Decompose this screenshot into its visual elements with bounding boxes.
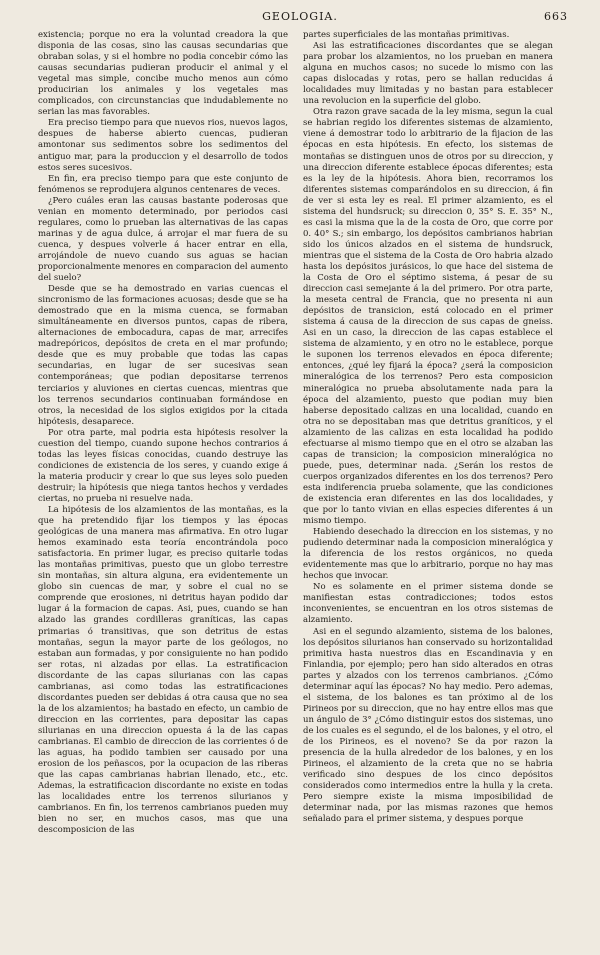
paragraph: La hipótesis de los alzamientos de las montañas, es la que ha pretendido fijar los tiempos y las épocas geológicas de una manera mas afirmativa. En otro lugar hemos examinado esta teoría encontrándola poco satisfactoria. En primer lugar, es preciso quitarle todas las montañas primitivas, puesto que un globo terrestre sin montañas, sin altura alguna, era evidentemente un globo sin cuencas de mar, y sobre el cual no se comprende que erosiones, ni detritus hayan podido dar lugar á la formacion de capas. Asi, pues, cuando se han alzado las grandes cordilleras graníticas, las capas primarias ó transitivas, que son detritus de estas montañas, segun la mayor parte de los geólogos, no estaban aun formadas, y por consiguiente no han podido ser rotas, ni alzadas por ellas. La estratificacion discordante de las capas silurianas con las capas cambrianas, asi como todas las estratificaciones discordantes pueden ser debidas á otra causa que no sea la de los alzamientos; ha bastado en efecto, un cambio de direccion en las corrientes, para depositar las capas silurianas en una direccion opuesta á la de las capas cambrianas. El cambio de direccion de las corrientes ó de las aguas, ha podido tambien ser causado por una erosion de los peñascos, por la ocupacion de las riberas que las capas cambrianas habrian llenado, etc., etc. Ademas, la estratificacion discordante no existe en todas las localidades entre los terrenos silurianos y cambrianos. En fin, los terrenos cambrianos pueden muy bien no ser, en muchos casos, mas que una descomposicion de las xyxy=(38,505,288,836)
paragraph: Habiendo desechado la direccion en los sistemas, y no pudiendo determinar nada la composicion mineralógica y la diferencia de los restos orgánicos, no queda evidentemente mas que lo arbitrario, porque no hay mas hechos que invocar. xyxy=(303,527,553,582)
paragraph: ¿Pero cuáles eran las causas bastante poderosas que venian en momento determinado, por periodos casi regulares, como lo prueban las alternativas de las capas marinas y de agua dulce, á arrojar el mar fuera de su cuenca, y despues volverle á hacer entrar en ella, arrojándole de nuevo cuando sus aguas se hacian proporcionalmente menores en comparacion del aumento del suelo? xyxy=(38,195,288,284)
right-text-column xyxy=(303,30,553,940)
paragraph: Por otra parte, mal podria esta hipótesis resolver la cuestion del tiempo, cuando supone hechos contrarios á todas las leyes físicas conocidas, cuando destruye las condiciones de existencia de los seres, y cuando exige á la materia producir y crear lo que sus leyes solo pueden destruir; la hipótesis que niega tantos hechos y verdades ciertas, no prueba ni resuelve nada. xyxy=(38,427,288,504)
paragraph: Otra razon grave sacada de la ley misma, segun la cual se habrian regido los diferentes sistemas de alzamiento, viene á demostrar todo lo arbitrario de la fijacion de las épocas en esta hipótesis. En efecto, los sistemas de montañas se distinguen unos de otros por su direccion, y una direccion diferente establece épocas diferentes; esta es la ley de la hipótesis. Ahora bien, recorramos los diferentes sistemas comparándolos en su direccion, á fin de ver si esta ley es real. El primer alzamiento, es el sistema del hundsruck; su direccion 0, 35° S. E. 35° N., es casi la misma que la de la costa de Oro, que corre por 0. 40° S.; sin embargo, los depósitos cambrianos habrian sido los únicos alzados en el sistema de hundsruck, mientras que el sistema de la Costa de Oro habria alzado hasta los depósitos jurásicos, lo que hace del sistema de la Costa de Oro el séptimo sistema, á pesar de su direccion casi semejante á la del primero. Por otra parte, la meseta central de Francia, que no presenta ni aun depósitos de transicion, está colocado en el primer sistema á causa de la direccion de sus capas de gneiss. Asi en un caso, la direccion de las capas establece el sistema de alzamiento, y en otro no le establece, porque le suponen los terrenos elevados en época diferente; entonces, ¿qué ley fijará la época? ¿será la composicion mineralógica de los terrenos? Pero esta composicion mineralógica no prueba absolutamente nada para la época del alzamiento, puesto que podian muy bien haberse depositado calizas en una localidad, cuando en otra no se depositaban mas que detritus graníticos, y el alzamiento de las calizas en esta localidad ha podido efectuarse al mismo tiempo que en el otro se alzaban las capas de transicion; la composicion mineralógica no puede, pues, determinar nada. ¿Serán los restos de cuerpos organizados diferentes en los dos terrenos? Pero esta indiferencia prueba solamente, que las condiciones de existencia eran diferentes en las dos localidades, y que por lo tanto vivian en ellas especies diferentes á un mismo tiempo. xyxy=(303,107,553,527)
paragraph: Era preciso tiempo para que nuevos rios, nuevos lagos, despues de haberse abierto cuencas, pudieran amontonar sus sedimentos sobre los sedimentos del antiguo mar, para la produccion y el desarrollo de todos estos seres sucesivos. xyxy=(38,118,288,173)
paragraph: Desde que se ha demostrado en varias cuencas el sincronismo de las formaciones acuosas; desde que se ha demostrado que en la misma cuenca, se formaban simultáneamente en diversos puntos, capas de ribera, alternaciones de embocadura, capas de mar, arrecifes madrepóricos, depósitos de creta en el mar profundo; desde que es muy probable que todas las capas secundarias, en lugar de ser sucesivas sean contemporáneas; que podian depositarse terrenos terciarios y aluviones en ciertas cuencas, mientras que los terrenos secundarios continuaban formándose en otros, la necesidad de los siglos exigidos por la citada hipótesis, desaparece. xyxy=(38,284,288,427)
paragraph: partes superficiales de las montañas primitivas. xyxy=(303,30,510,40)
paragraph: existencia; porque no era la voluntad creadora la que disponia de las cosas, sino las causas secundarias que obraban solas, y si el hombre no podia concebir cómo las causas secundarias pudieran producir el animal y el vegetal mas simple, concibe mucho menos aun cómo producirian los animales y los vegetales mas complicados, con circunstancias que indudablemente no serian las mas favorables. xyxy=(38,30,288,118)
paragraph: No es solamente en el primer sistema donde se manifiestan estas contradicciones; todos estos inconvenientes, se encuentran en los otros sistemas de alzamiento. xyxy=(303,582,553,626)
running-header xyxy=(0,10,600,26)
paragraph: Asi las estratificaciones discordantes que se alegan para probar los alzamientos, no los prueban en manera alguna en muchos casos; no sucede lo mismo con las capas dislocadas y rotas, pero se hallan reducidas á localidades muy limitadas y no bastan para establecer una revolucion en la superficie del globo. xyxy=(303,41,553,107)
page-number: 663 xyxy=(544,10,568,23)
left-text-column xyxy=(38,30,288,940)
paragraph: Asi en el segundo alzamiento, sistema de los balones, los depósitos silurianos han conservado su horizontalidad primitiva hasta nuestros dias en Escandinavia y en Finlandia, por ejemplo; pero han sido alterados en otras partes y alzados con los terrenos cambrianos. ¿Cómo determinar aquí las épocas? No hay medio. Pero ademas, el sistema, de los balones es tan próximo al de los Pirineos por su direccion, que no hay entre ellos mas que un ángulo de 3° ¿Cómo distinguir estos dos sistemas, uno de los cuales es el segundo, el de los balones, y el otro, el de los Pirineos, es el noveno? Se da por razon la presencia de la hulla alrededor de los balones, y en los Pirineos, el alzamiento de la creta que no se habria verificado sino despues de los cinco depósitos considerados como intermedios entre la hulla y la creta. Pero siempre existe la misma imposibilidad de determinar nada, por las mismas razones que hemos señalado para el primer sistema, y despues porque xyxy=(303,626,553,825)
header-title: GEOLOGIA. xyxy=(262,10,338,23)
paragraph: En fin, era preciso tiempo para que este conjunto de fenómenos se reprodujera algunos centenares de veces. xyxy=(38,173,288,195)
